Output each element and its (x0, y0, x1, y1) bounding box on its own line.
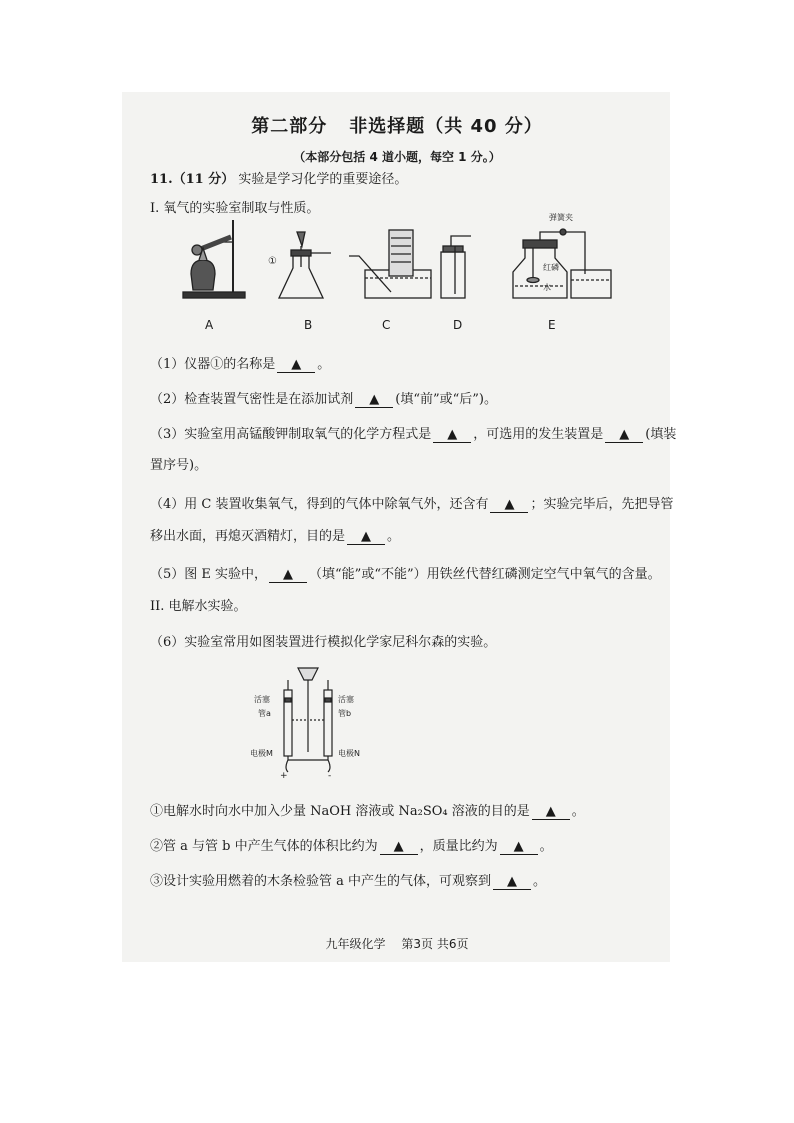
question-3-continued: 置序号)。 (150, 458, 208, 473)
question-3 (150, 426, 676, 444)
section-name: 非选择题（共 40 分） (349, 116, 543, 137)
answer-blank-3a[interactable]: ▲ (433, 427, 471, 443)
question-4 (150, 496, 674, 514)
section-part: 第二部分 (251, 116, 328, 137)
oxygen-apparatus-figure (175, 212, 615, 312)
question-number: 11.（11 分） (150, 172, 235, 187)
answer-blank-4a[interactable]: ▲ (490, 497, 528, 513)
question-6: （6）实验室常用如图装置进行模拟化学家尼科尔森的实验。 (150, 635, 497, 650)
question-3-text: （3）实验室用高锰酸钾制取氧气的化学方程式是 (150, 427, 432, 442)
sub-question-2-text: ②管 a 与管 b 中产生气体的体积比约为 (150, 839, 378, 854)
apparatus-c (349, 230, 431, 298)
question-4-continued (150, 528, 400, 546)
answer-blank-4b[interactable]: ▲ (347, 529, 385, 545)
sub-question-3 (150, 873, 546, 891)
instrument-1-label: ① (268, 256, 277, 267)
question-5-text: （5）图 E 实验中， (150, 567, 268, 582)
electrolysis-apparatus-figure (248, 660, 368, 780)
apparatus-b (268, 232, 331, 298)
question-2-end: (填“前”或“后”)。 (395, 392, 498, 407)
answer-blank-6-2b[interactable]: ▲ (500, 839, 538, 855)
right-valve-label: 活塞 (338, 695, 354, 704)
question-2 (150, 391, 497, 409)
sub-question-3-end: 。 (533, 874, 547, 889)
spring-clip-label: 弹簧夹 (549, 213, 573, 222)
tube-b-label: 管b (338, 709, 352, 718)
question-1-end: 。 (317, 357, 331, 372)
tube-a-label: 管a (258, 709, 271, 718)
answer-blank-3b[interactable]: ▲ (605, 427, 643, 443)
sub-question-2-mid: ，质量比约为 (419, 839, 498, 854)
question-4-text: （4）用 C 装置收集氧气，得到的气体中除氧气外，还含有 (150, 497, 489, 512)
sub-question-1 (150, 803, 585, 821)
question-11-stem (150, 171, 407, 189)
question-3-mid: ，可选用的发生装置是 (473, 427, 604, 442)
water-label: 水 (543, 283, 551, 292)
answer-blank-6-1[interactable]: ▲ (532, 804, 570, 820)
figure-label-d: D (453, 318, 463, 332)
figure-label-c: C (382, 318, 391, 332)
apparatus-e (513, 212, 611, 298)
part-2-title: II. 电解水实验。 (150, 599, 247, 614)
positive-terminal-label: + (280, 771, 288, 780)
footer-page-number: 第3页 共6页 (401, 937, 469, 951)
question-5 (150, 566, 661, 584)
sub-question-2 (150, 838, 553, 856)
question-1 (150, 356, 330, 374)
sub-question-3-text: ③设计实验用燃着的木条检验管 a 中产生的气体，可观察到 (150, 874, 492, 889)
question-5-end: （填“能”或“不能”）用铁丝代替红磷测定空气中氧气的含量。 (309, 567, 661, 582)
figure-label-a: A (205, 318, 214, 332)
negative-terminal-label: - (328, 771, 332, 780)
left-valve-label: 活塞 (254, 695, 270, 704)
apparatus-d (441, 236, 471, 298)
question-2-text: （2）检查装置气密性是在添加试剂 (150, 392, 354, 407)
question-4-end: 。 (387, 529, 401, 544)
answer-blank-1[interactable]: ▲ (277, 357, 315, 373)
apparatus-a (183, 220, 245, 298)
sub-question-1-end: 。 (571, 804, 585, 819)
answer-blank-2[interactable]: ▲ (355, 392, 393, 408)
page-footer (0, 935, 794, 952)
part-1-title: I. 氧气的实验室制取与性质。 (150, 201, 320, 216)
question-4-mid: ；实验完毕后，先把导管 (530, 497, 674, 512)
red-phosphorus-label: 红磷 (543, 263, 559, 272)
question-stem-text: 实验是学习化学的重要途径。 (238, 172, 408, 187)
figure-label-e: E (548, 318, 556, 332)
question-3-end: (填装 (645, 427, 677, 442)
question-1-text: （1）仪器①的名称是 (150, 357, 276, 372)
electrode-m-label: 电极M (250, 749, 273, 758)
section-title (0, 112, 794, 138)
sub-question-1-text: ①电解水时向水中加入少量 NaOH 溶液或 Na₂SO₄ 溶液的目的是 (150, 804, 530, 819)
footer-subject: 九年级化学 (325, 937, 386, 951)
sub-question-2-end: 。 (539, 839, 553, 854)
question-4-cont-text: 移出水面，再熄灭酒精灯，目的是 (150, 529, 346, 544)
answer-blank-6-3[interactable]: ▲ (493, 874, 531, 890)
electrode-n-label: 电极N (338, 749, 360, 758)
answer-blank-6-2a[interactable]: ▲ (380, 839, 418, 855)
section-note: （本部分包括 4 道小题，每空 1 分。） (293, 150, 501, 164)
figure-label-b: B (304, 318, 313, 332)
answer-blank-5[interactable]: ▲ (269, 567, 307, 583)
